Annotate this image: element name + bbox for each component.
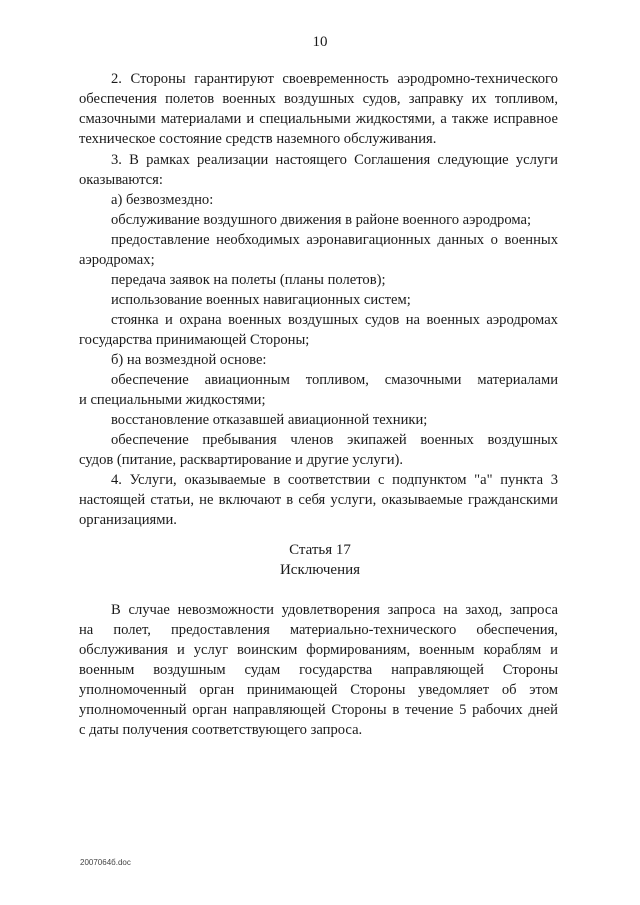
text-line: смазочными материалами и специальными жидкостями, а также исправное	[79, 111, 558, 127]
list-item: б) на возмездной основе:	[111, 352, 267, 368]
article-title: Исключения	[279, 562, 361, 578]
text-line: на полет, предоставления материально-технического обеспечения,	[79, 622, 558, 638]
text-line: с даты получения соответствующего запроса.	[79, 722, 363, 738]
page-number: 10	[312, 34, 328, 50]
text-line: 3. В рамках реализации настоящего Соглашения следующие услуги	[111, 152, 558, 168]
list-item: обеспечение авиационным топливом, смазочными материалами	[111, 372, 558, 388]
text-line: 4. Услуги, оказываемые в соответствии с подпунктом "а" пункта 3	[111, 472, 558, 488]
text-line: организациями.	[79, 512, 177, 528]
list-item: обеспечение пребывания членов экипажей военных воздушных	[111, 432, 558, 448]
text-line: государства принимающей Стороны;	[79, 332, 310, 348]
article-number: Статья 17	[289, 542, 351, 558]
text-line: судов (питание, расквартирование и другие услуги).	[79, 452, 404, 468]
text-line: аэродромах;	[79, 252, 155, 268]
list-item: восстановление отказавшей авиационной техники;	[111, 412, 428, 428]
list-item: а) безвозмездно:	[111, 192, 214, 208]
text-line: оказываются:	[79, 172, 163, 188]
text-line: настоящей статьи, не включают в себя услуги, оказываемые гражданскими	[79, 492, 558, 508]
text-line: техническое состояние средств наземного обслуживания.	[79, 131, 437, 147]
text-line: уполномоченный орган принимающей Стороны уведомляет об этом	[79, 682, 558, 698]
list-item: передача заявок на полеты (планы полетов);	[111, 272, 386, 288]
text-line: уполномоченный орган направляющей Стороны в течение 5 рабочих дней	[79, 702, 558, 718]
list-item: использование военных навигационных систем;	[111, 292, 411, 308]
list-item: предоставление необходимых аэронавигационных данных о военных	[111, 232, 558, 248]
list-item: обслуживание воздушного движения в районе военного аэродрома;	[111, 212, 532, 228]
text-line: и специальными жидкостями;	[79, 392, 266, 408]
text-line: В случае невозможности удовлетворения запроса на заход, запроса	[111, 602, 558, 618]
text-line: 2. Стороны гарантируют своевременность аэродромно-технического	[111, 71, 558, 87]
text-line: военным воздушным судам государства направляющей Стороны	[79, 662, 558, 678]
text-line: обеспечения полетов военных воздушных судов, заправку их топливом,	[79, 91, 558, 107]
list-item: стоянка и охрана военных воздушных судов на военных аэродромах	[111, 312, 558, 328]
document-code: 2007064б.doc	[80, 858, 131, 867]
text-line: обслуживания и услуг воинским формированиям, военным кораблям и	[79, 642, 558, 658]
